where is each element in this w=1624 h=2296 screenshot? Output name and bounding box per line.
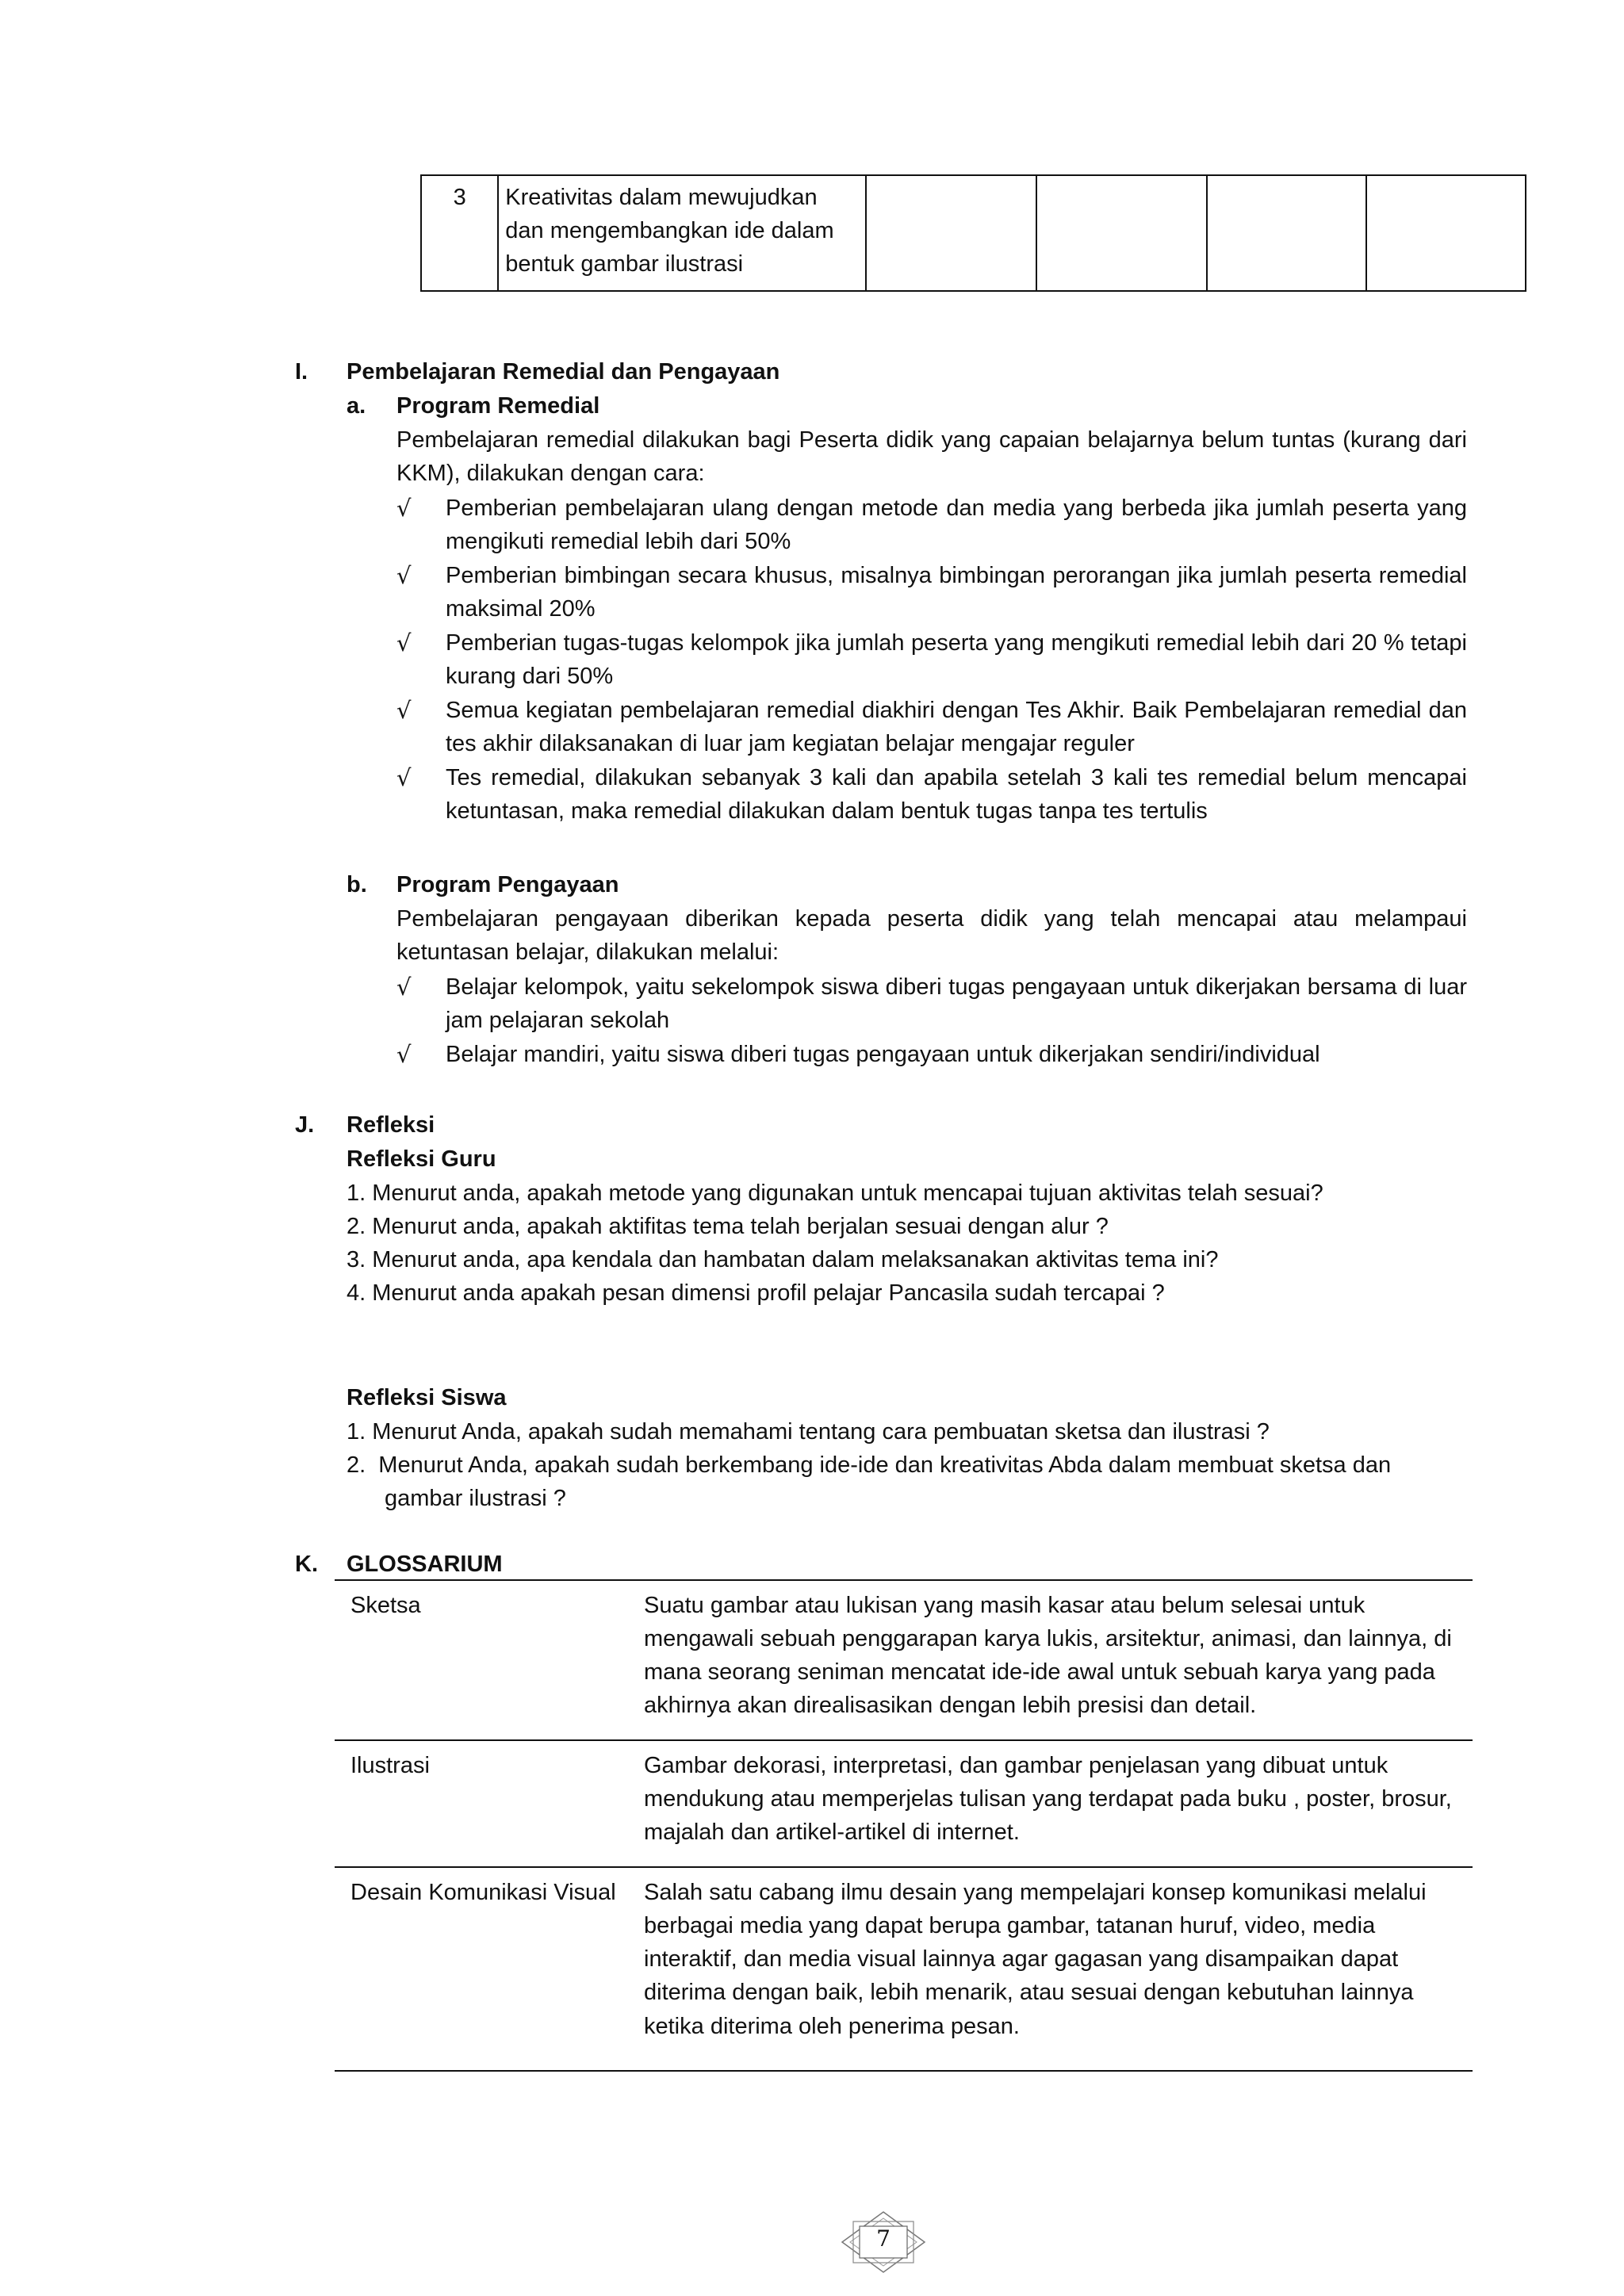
remedial-letter: a.	[347, 393, 366, 419]
section-j-letter: J.	[295, 1112, 315, 1138]
score-cell	[1366, 175, 1526, 291]
enrichment-intro: Pembelajaran pengayaan diberikan kepada peserta didik yang telah mencapai atau melampaui ketuntasan belajar, dilakukan melalui:	[396, 906, 1467, 966]
glossary-term: Sketsa	[350, 1593, 421, 1618]
list-item: 1. Menurut anda, apakah metode yang digunakan untuk mencapai tujuan aktivitas telah sesuai?	[347, 1181, 1323, 1206]
list-item: √ Pemberian tugas-tugas kelompok jika jumlah peserta yang mengikuti remedial lebih dari 20 % tetapi kurang dari 50%	[396, 626, 1467, 693]
page-number-badge	[836, 2210, 931, 2274]
glossary-definition: Suatu gambar atau lukisan yang masih kasar atau belum selesai untuk mengawali sebuah penggarapan karya lukis, arsitektur, animasi, dan lainnya, di mana seorang seniman mencatat ide-ide awal untuk sebuah karya yang pada akhirnya akan direalisasikan dengan lebih presisi dan detail.	[644, 1593, 1452, 1719]
refleksi-siswa-title: Refleksi Siswa	[347, 1385, 507, 1410]
list-item: √ Belajar kelompok, yaitu sekelompok siswa diberi tugas pengayaan untuk dikerjakan bersama di luar jam pelajaran sekolah	[396, 970, 1467, 1037]
list-item: 2. Menurut anda, apakah aktifitas tema telah berjalan sesuai dengan alur ?	[347, 1214, 1109, 1240]
page-number: 7	[876, 2225, 891, 2252]
list-item: √ Pemberian bimbingan secara khusus, misalnya bimbingan perorangan jika jumlah peserta remedial maksimal 20%	[396, 559, 1467, 626]
section-k-letter: K.	[295, 1552, 318, 1577]
enrichment-list	[396, 970, 1467, 1071]
check-icon: √	[396, 562, 412, 590]
table-row	[421, 175, 1526, 291]
glossary-definition: Salah satu cabang ilmu desain yang mempelajari konsep komunikasi melalui berbagai media yang dapat berupa gambar, tatanan huruf, video, media interaktif, dan media visual lainnya agar gagasan yang disampaikan dapat diterima dengan baik, lebih menarik, atau sesuai dengan kebutuhan lainnya ketika diterima oleh penerima pesan.	[644, 1880, 1427, 2039]
score-cell	[1207, 175, 1366, 291]
glossary-term: Desain Komunikasi Visual	[350, 1880, 616, 1906]
glossary-table	[335, 1579, 1473, 2072]
check-icon: √	[396, 764, 412, 792]
check-icon: √	[396, 495, 412, 522]
glossary-row	[335, 1581, 1473, 1741]
glossary-definition: Gambar dekorasi, interpretasi, dan gambar penjelasan yang dibuat untuk mendukung atau memperjelas tulisan yang terdapat pada buku , poster, brosur, majalah dan artikel-artikel di internet.	[644, 1753, 1452, 1846]
remedial-list	[396, 492, 1467, 828]
list-item: 2. Menurut Anda, apakah sudah berkembang ide-ide dan kreativitas Abda dalam membuat sketsa dan gambar ilustrasi ?	[347, 1452, 1398, 1512]
score-cell	[866, 175, 1036, 291]
list-item: 1. Menurut Anda, apakah sudah memahami tentang cara pembuatan sketsa dan ilustrasi ?	[347, 1419, 1270, 1445]
refleksi-guru-list	[347, 1177, 1362, 1310]
list-item: √ Belajar mandiri, yaitu siswa diberi tugas pengayaan untuk dikerjakan sendiri/individual	[396, 1038, 1467, 1071]
score-cell	[1036, 175, 1207, 291]
section-j-title: Refleksi	[347, 1112, 435, 1138]
remedial-title: Program Remedial	[396, 393, 600, 419]
list-item: 4. Menurut anda apakah pesan dimensi profil pelajar Pancasila sudah tercapai ?	[347, 1280, 1165, 1307]
row-number: 3	[421, 175, 498, 291]
glossary-term: Ilustrasi	[350, 1753, 430, 1779]
row-criteria: Kreativitas dalam mewujudkan dan mengembangkan ide dalam bentuk gambar ilustrasi	[498, 175, 866, 291]
glossary-row	[335, 1741, 1473, 1868]
section-i-letter: I.	[295, 359, 308, 385]
refleksi-guru-title: Refleksi Guru	[347, 1146, 496, 1172]
refleksi-siswa-list	[347, 1415, 1409, 1515]
list-item: √ Tes remedial, dilakukan sebanyak 3 kali dan apabila setelah 3 kali tes remedial belum mencapai ketuntasan, maka remedial dilakukan dalam bentuk tugas tanpa tes tertulis	[396, 761, 1467, 828]
section-k-title: GLOSSARIUM	[347, 1552, 503, 1577]
glossary-row	[335, 1868, 1473, 2071]
list-item: √ Semua kegiatan pembelajaran remedial diakhiri dengan Tes Akhir. Baik Pembelajaran remedial dan tes akhir dilaksanakan di luar jam kegiatan belajar mengajar reguler	[396, 694, 1467, 760]
list-item: 3. Menurut anda, apa kendala dan hambatan dalam melaksanakan aktivitas tema ini?	[347, 1247, 1219, 1273]
check-icon: √	[396, 697, 412, 725]
remedial-intro: Pembelajaran remedial dilakukan bagi Peserta didik yang capaian belajarnya belum tuntas (kurang dari KKM), dilakukan dengan cara:	[396, 427, 1467, 487]
enrichment-letter: b.	[347, 872, 367, 897]
assessment-rubric-table	[420, 174, 1526, 292]
check-icon: √	[396, 629, 412, 657]
section-i-title: Pembelajaran Remedial dan Pengayaan	[347, 359, 780, 385]
list-item: √ Pemberian pembelajaran ulang dengan metode dan media yang berbeda jika jumlah peserta yang mengikuti remedial lebih dari 50%	[396, 492, 1467, 558]
check-icon: √	[396, 974, 412, 1001]
enrichment-title: Program Pengayaan	[396, 872, 619, 897]
check-icon: √	[396, 1041, 412, 1069]
